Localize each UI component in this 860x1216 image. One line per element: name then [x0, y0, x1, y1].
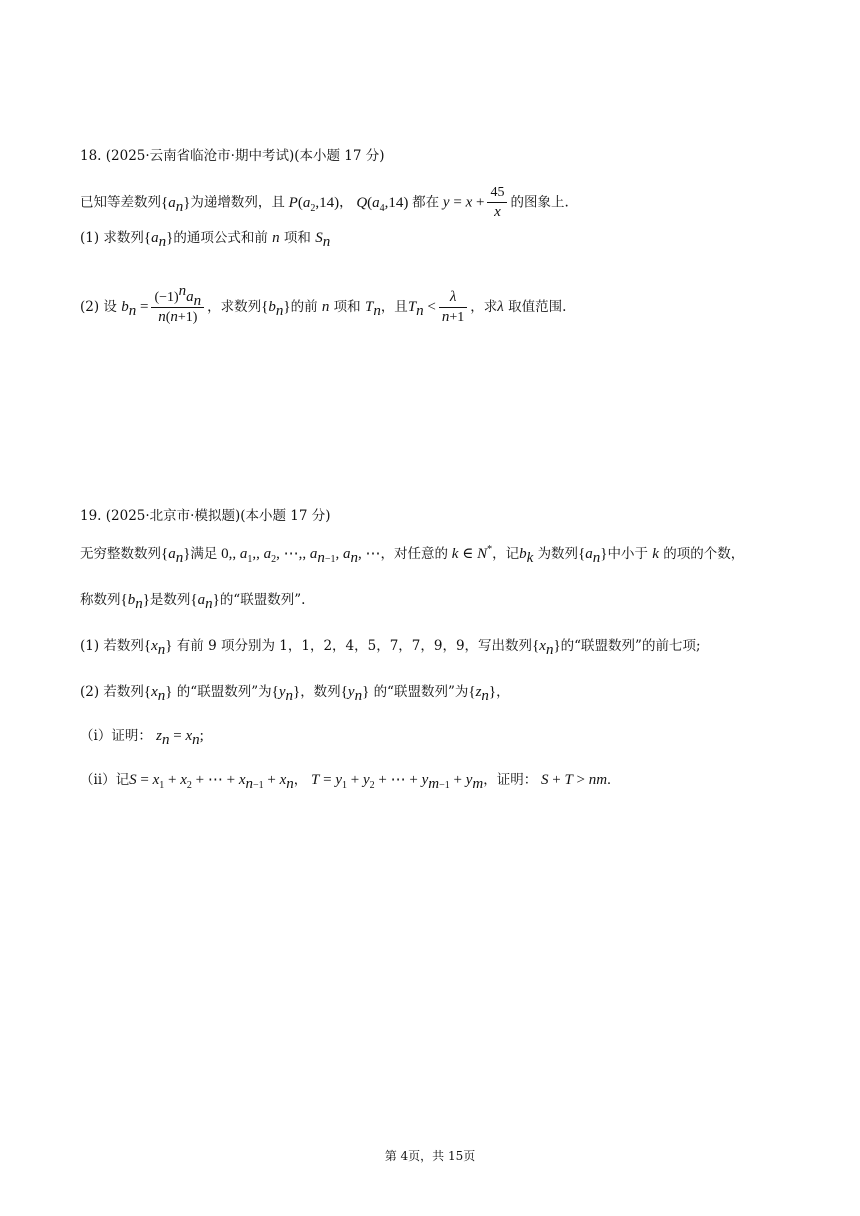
q19-part1: (1) 若数列$\{x_n\}$ 有前 9 项分别为 1，1，2，4，5，7，7，9，9，写出数列$\{x_n\}$的“联盟数列”的前七项;	[80, 638, 701, 658]
q18-header: 18. (2025·云南省临沧市·期中考试)(本小题 17 分)	[80, 148, 385, 164]
q19-header: 19. (2025·北京市·模拟题)(本小题 17 分)	[80, 508, 331, 524]
q18-stem: 已知等差数列$\{a_n\}$为递增数列，且 $P(a_2,14)$， $Q(a_4,14)$ 都在 y = x + $\frac{45}{x}$ 的图象上.	[80, 185, 569, 220]
q19-part2-ii: （ⅱ）记$S = x_1 + x_2$ + ⋯ + $x_{n-1} + x_n$， $T = y_1 + y_2$ + ⋯ + $y_{m-1} + y_m$，证明： S + T > nm.	[80, 772, 611, 792]
q18-part2: (2) 设 $b_n$ = $\frac{(-1)^na_n}{n(n+1)}$ ，求数列$\{b_n\}$的前 n 项和 $T_n$，且$T_n$ < $\frac{\lambda}{n+1}$ ，求λ 取值范围.	[80, 283, 567, 325]
q19-stem-line1: 无穷整数数列$\{a_n\}$满足 0,, $a_1$,, $a_2$, ⋯,, $a_{n-1}$, $a_n$, ⋯，对任意的 k ∈ N*，记$b_k$ 为数列$\{a_n\}$中小于 k 的项的个数，	[80, 544, 745, 566]
page-footer: 第 4页，共 15页	[384, 1149, 476, 1163]
q19-stem-line2: 称数列$\{b_n\}$是数列$\{a_n\}$的“联盟数列”.	[80, 592, 306, 612]
q19-part2: (2) 若数列$\{x_n\}$ 的“联盟数列”为$\{y_n\}$，数列$\{y_n\}$ 的“联盟数列”为$\{z_n\}$，	[80, 684, 510, 704]
q18-part1: (1) 求数列$\{a_n\}$的通项公式和前 n 项和 $S_n$	[80, 230, 331, 250]
q19-part2-i: （ⅰ）证明： $z_n = x_n$;	[80, 728, 204, 748]
